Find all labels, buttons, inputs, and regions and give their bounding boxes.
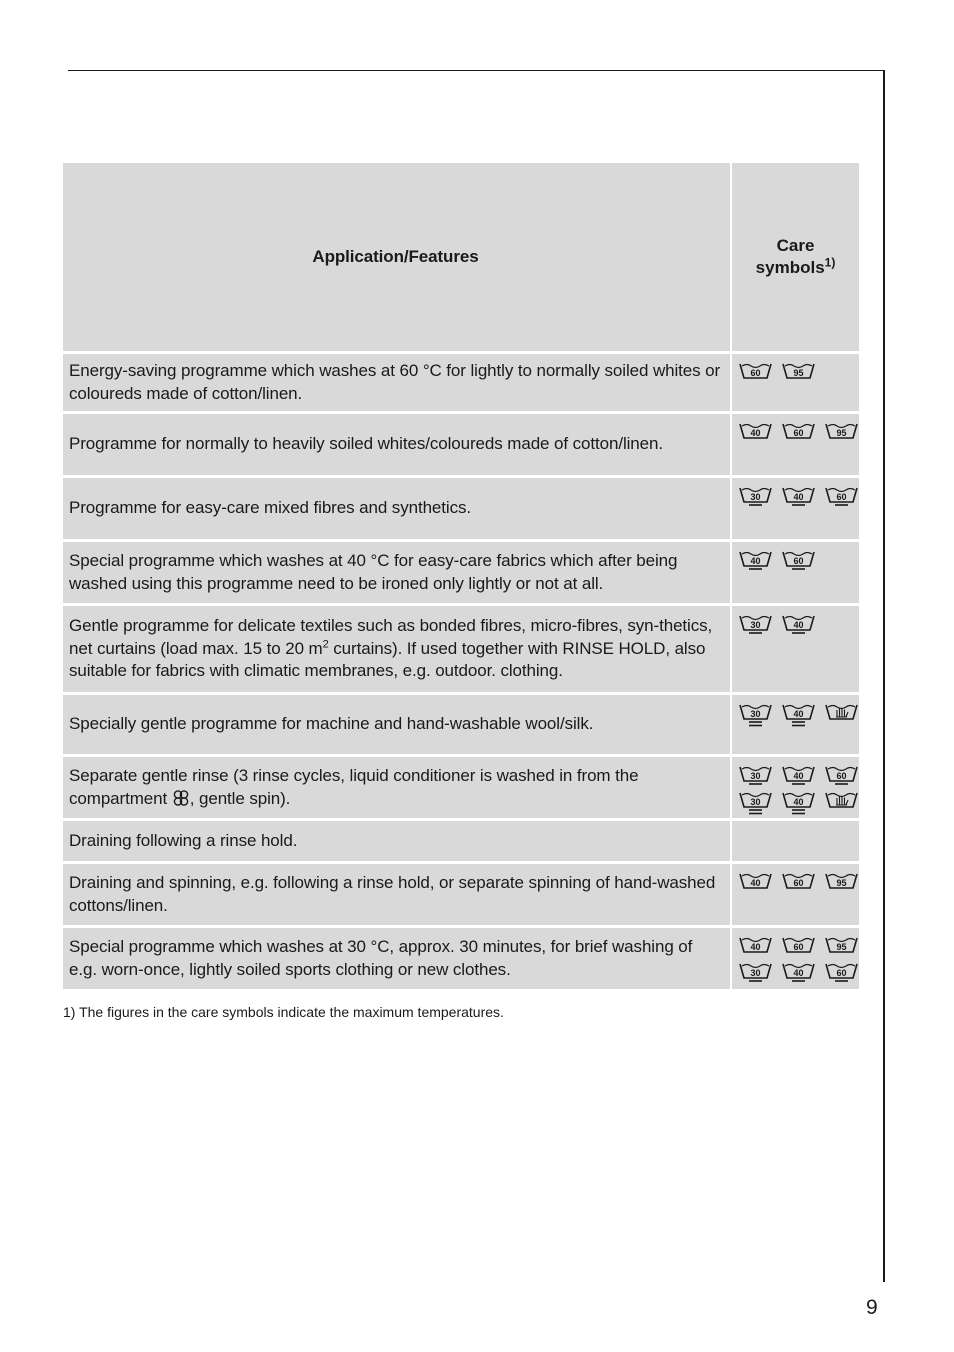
care-symbols-cell bbox=[732, 864, 859, 925]
care-symbol-line bbox=[739, 961, 855, 987]
application-cell bbox=[63, 354, 730, 411]
wash-60-icon bbox=[739, 361, 772, 387]
wash-40-icon bbox=[739, 935, 772, 961]
application-text: Energy-saving programme which washes at 60 °C for lightly to normally soiled whites or coloureds made of cotton/linen. bbox=[69, 361, 721, 403]
table-row bbox=[63, 542, 859, 603]
care-header-line1: Care bbox=[776, 236, 815, 255]
svg-text:30: 30 bbox=[750, 771, 761, 781]
footnote: 1) The figures in the care symbols indicate the maximum temperatures. bbox=[63, 1004, 504, 1020]
svg-text:60: 60 bbox=[793, 878, 804, 888]
svg-text:30: 30 bbox=[750, 709, 761, 719]
wash-60-icon bbox=[825, 764, 858, 790]
wash-40-icon bbox=[782, 961, 815, 987]
wash-60-icon bbox=[782, 871, 815, 897]
care-header-line2: symbols bbox=[755, 258, 825, 277]
table-row bbox=[63, 414, 859, 475]
care-symbol-line bbox=[739, 361, 855, 387]
application-header bbox=[63, 163, 730, 351]
table-row bbox=[63, 821, 859, 861]
wash-60-icon bbox=[825, 485, 858, 511]
wash-95-icon bbox=[825, 421, 858, 447]
application-text: Programme for normally to heavily soiled whites/coloureds made of cotton/linen. bbox=[69, 434, 663, 454]
svg-text:40: 40 bbox=[793, 797, 804, 807]
application-cell bbox=[63, 542, 730, 603]
care-symbols-cell bbox=[732, 478, 859, 539]
application-header-label: Application/Features bbox=[312, 246, 479, 266]
wash-60-icon bbox=[782, 935, 815, 961]
table-row bbox=[63, 757, 859, 818]
care-symbols-cell bbox=[732, 757, 859, 818]
care-symbol-line bbox=[739, 702, 855, 728]
application-text: Programme for easy-care mixed fibres and synthetics. bbox=[69, 498, 472, 518]
application-cell bbox=[63, 757, 730, 818]
care-symbol-line bbox=[739, 935, 855, 961]
table-row bbox=[63, 695, 859, 754]
table-row bbox=[63, 928, 859, 989]
programme-table bbox=[63, 163, 859, 992]
wash-30-icon bbox=[739, 790, 772, 816]
application-cell bbox=[63, 478, 730, 539]
care-symbols-cell bbox=[732, 414, 859, 475]
care-symbol-line bbox=[739, 421, 855, 447]
application-cell bbox=[63, 695, 730, 754]
svg-text:40: 40 bbox=[793, 771, 804, 781]
wash-60-icon bbox=[782, 421, 815, 447]
care-symbol-line bbox=[739, 549, 855, 575]
wash-95-icon bbox=[825, 871, 858, 897]
care-symbol-line bbox=[739, 871, 855, 897]
care-symbol-line bbox=[739, 764, 855, 790]
wash-60-icon bbox=[782, 549, 815, 575]
svg-text:95: 95 bbox=[836, 878, 847, 888]
svg-text:60: 60 bbox=[836, 771, 847, 781]
care-header bbox=[732, 163, 859, 351]
svg-text:30: 30 bbox=[750, 492, 761, 502]
application-text: Draining and spinning, e.g. following a rinse hold, or separate spinning of hand-washed cottons/linen. bbox=[69, 873, 716, 915]
wash-40-icon bbox=[739, 421, 772, 447]
wash-95-icon bbox=[825, 935, 858, 961]
wash-30-icon bbox=[739, 702, 772, 728]
svg-text:30: 30 bbox=[750, 968, 761, 978]
application-cell bbox=[63, 606, 730, 692]
svg-text:40: 40 bbox=[750, 942, 761, 952]
care-header-footnote-marker: 1) bbox=[824, 255, 836, 270]
table-row bbox=[63, 864, 859, 925]
wash-30-icon bbox=[739, 764, 772, 790]
svg-text:95: 95 bbox=[793, 368, 804, 378]
svg-text:60: 60 bbox=[750, 368, 761, 378]
svg-text:40: 40 bbox=[793, 620, 804, 630]
svg-text:30: 30 bbox=[750, 797, 761, 807]
wash-60-icon bbox=[825, 961, 858, 987]
wash-40-icon bbox=[782, 790, 815, 816]
superscript: 2 bbox=[322, 638, 329, 651]
application-cell bbox=[63, 928, 730, 989]
application-text-part: curtains). If used together with RINSE HOLD, also suitable for fabrics with climatic membranes, e.g. outdoor. clothing. bbox=[69, 638, 706, 681]
application-text-part: Gentle programme for delicate textiles such as bonded fibres, micro-fibres, syn-thetics, net curtains (load max. 15 to 20 m bbox=[69, 616, 713, 658]
svg-text:40: 40 bbox=[750, 878, 761, 888]
hand-wash-icon bbox=[825, 790, 858, 816]
application-text bbox=[69, 615, 722, 683]
hand-wash-icon bbox=[825, 702, 858, 728]
svg-text:40: 40 bbox=[793, 492, 804, 502]
wash-40-icon bbox=[782, 613, 815, 639]
application-text: Specially gentle programme for machine and hand-washable wool/silk. bbox=[69, 714, 594, 734]
svg-text:40: 40 bbox=[750, 556, 761, 566]
top-rule bbox=[68, 70, 885, 71]
care-symbols-cell bbox=[732, 606, 859, 692]
care-symbols-cell bbox=[732, 695, 859, 754]
care-symbols-cell bbox=[732, 354, 859, 411]
care-symbol-line bbox=[739, 790, 855, 816]
care-symbols-cell bbox=[732, 928, 859, 989]
svg-text:40: 40 bbox=[750, 428, 761, 438]
wash-95-icon bbox=[782, 361, 815, 387]
svg-text:95: 95 bbox=[836, 942, 847, 952]
care-symbols-cell bbox=[732, 821, 859, 861]
care-symbol-line bbox=[739, 613, 855, 639]
wash-40-icon bbox=[739, 549, 772, 575]
wash-40-icon bbox=[739, 871, 772, 897]
svg-text:95: 95 bbox=[836, 428, 847, 438]
application-cell bbox=[63, 821, 730, 861]
wash-30-icon bbox=[739, 613, 772, 639]
svg-text:60: 60 bbox=[836, 968, 847, 978]
svg-text:60: 60 bbox=[836, 492, 847, 502]
wash-40-icon bbox=[782, 764, 815, 790]
svg-text:40: 40 bbox=[793, 968, 804, 978]
wash-30-icon bbox=[739, 485, 772, 511]
care-symbol-line bbox=[739, 485, 855, 511]
flower-icon bbox=[172, 789, 190, 807]
svg-text:40: 40 bbox=[793, 709, 804, 719]
page-number: 9 bbox=[866, 1296, 878, 1319]
svg-text:60: 60 bbox=[793, 428, 804, 438]
application-text bbox=[69, 765, 722, 810]
wash-30-icon bbox=[739, 961, 772, 987]
table-row bbox=[63, 354, 859, 411]
application-text-part: , gentle spin). bbox=[189, 788, 291, 808]
care-symbols-cell bbox=[732, 542, 859, 603]
application-text: Draining following a rinse hold. bbox=[69, 830, 298, 850]
right-rule bbox=[883, 70, 885, 1282]
wash-40-icon bbox=[782, 485, 815, 511]
application-cell bbox=[63, 414, 730, 475]
table-row bbox=[63, 606, 859, 692]
application-cell bbox=[63, 864, 730, 925]
svg-text:30: 30 bbox=[750, 620, 761, 630]
table-header bbox=[63, 163, 859, 351]
svg-text:60: 60 bbox=[793, 942, 804, 952]
application-text: Special programme which washes at 30 °C, approx. 30 minutes, for brief washing of e.g. worn-once, lightly soiled sports clothing or new clothes. bbox=[69, 937, 693, 979]
table-row bbox=[63, 478, 859, 539]
svg-text:60: 60 bbox=[793, 556, 804, 566]
application-text-part: Separate gentle rinse (3 rinse cycles, liquid conditioner is washed in from the compartment bbox=[69, 766, 639, 808]
application-text: Special programme which washes at 40 °C for easy-care fabrics which after being washed using this programme need to be ironed only lightly or not at all. bbox=[69, 551, 678, 593]
wash-40-icon bbox=[782, 702, 815, 728]
